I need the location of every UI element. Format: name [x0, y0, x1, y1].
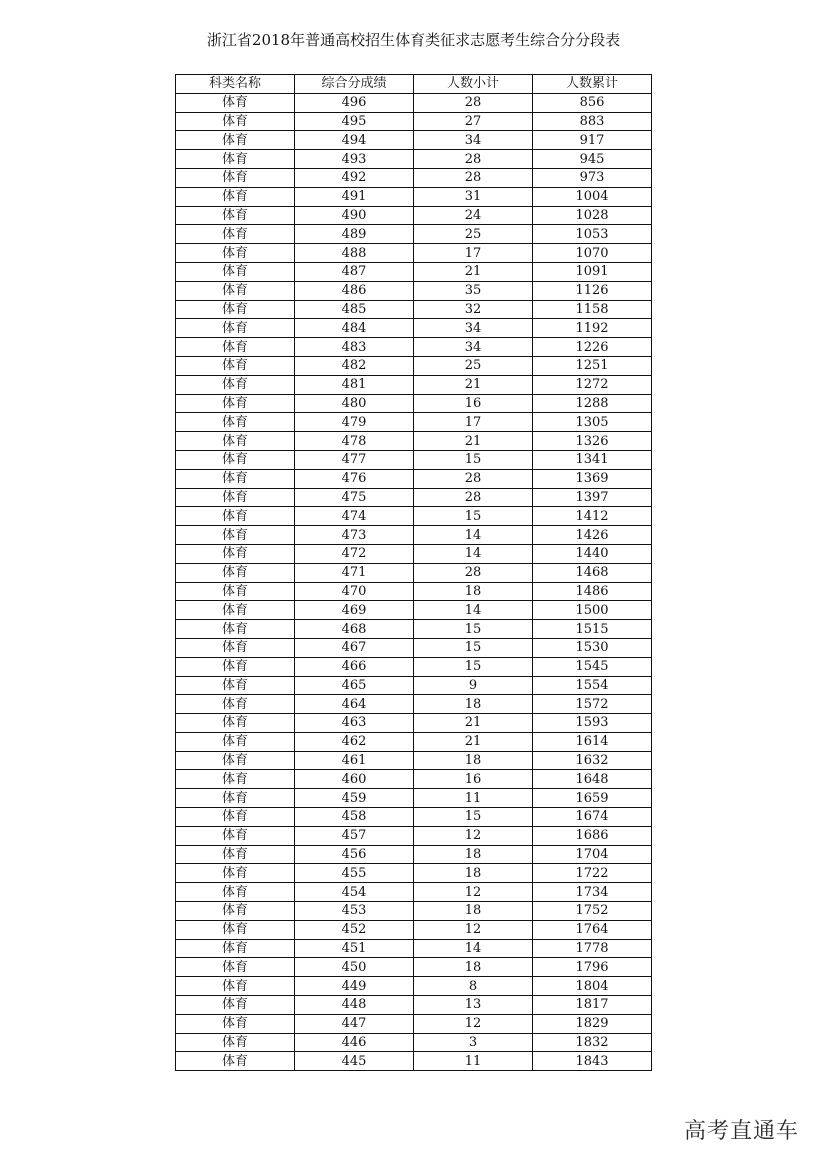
- table-row: [176, 413, 652, 432]
- cell-count: 25: [414, 356, 533, 375]
- cell-cumulative: 1796: [533, 958, 652, 977]
- cell-score: 468: [295, 620, 414, 639]
- cell-count: 15: [414, 657, 533, 676]
- table-row: [176, 939, 652, 958]
- cell-score: 452: [295, 920, 414, 939]
- cell-count: 8: [414, 977, 533, 996]
- cell-count: 18: [414, 695, 533, 714]
- cell-cumulative: 945: [533, 150, 652, 169]
- cell-cumulative: 1659: [533, 789, 652, 808]
- cell-score: 478: [295, 432, 414, 451]
- column-header-cumulative: 人数累计: [533, 75, 652, 94]
- cell-cumulative: 1397: [533, 488, 652, 507]
- cell-count: 12: [414, 826, 533, 845]
- table-row: [176, 375, 652, 394]
- table-row: [176, 488, 652, 507]
- watermark-logo: 高考直通车: [683, 1119, 799, 1144]
- table-row: [176, 262, 652, 281]
- cell-count: 14: [414, 601, 533, 620]
- cell-cumulative: 1817: [533, 996, 652, 1015]
- table-row: [176, 244, 652, 263]
- cell-count: 15: [414, 808, 533, 827]
- cell-count: 17: [414, 413, 533, 432]
- table-row: [176, 732, 652, 751]
- cell-cumulative: 1251: [533, 356, 652, 375]
- cell-category: 体育: [176, 883, 295, 902]
- cell-score: 471: [295, 563, 414, 582]
- cell-count: 11: [414, 1052, 533, 1071]
- cell-count: 15: [414, 450, 533, 469]
- cell-cumulative: 1053: [533, 225, 652, 244]
- cell-cumulative: 1070: [533, 244, 652, 263]
- cell-score: 483: [295, 338, 414, 357]
- cell-count: 21: [414, 432, 533, 451]
- cell-category: 体育: [176, 864, 295, 883]
- cell-cumulative: 1468: [533, 563, 652, 582]
- cell-count: 14: [414, 544, 533, 563]
- cell-count: 18: [414, 751, 533, 770]
- table-row: [176, 977, 652, 996]
- table-row: [176, 225, 652, 244]
- table-row: [176, 695, 652, 714]
- cell-cumulative: 1832: [533, 1033, 652, 1052]
- cell-category: 体育: [176, 469, 295, 488]
- cell-cumulative: 1440: [533, 544, 652, 563]
- cell-cumulative: 1530: [533, 638, 652, 657]
- cell-score: 463: [295, 714, 414, 733]
- cell-score: 462: [295, 732, 414, 751]
- table-row: [176, 319, 652, 338]
- cell-count: 35: [414, 281, 533, 300]
- cell-category: 体育: [176, 1052, 295, 1071]
- cell-score: 475: [295, 488, 414, 507]
- table-row: [176, 187, 652, 206]
- cell-count: 21: [414, 375, 533, 394]
- cell-count: 18: [414, 902, 533, 921]
- cell-cumulative: 1686: [533, 826, 652, 845]
- cell-score: 469: [295, 601, 414, 620]
- cell-score: 464: [295, 695, 414, 714]
- cell-score: 485: [295, 300, 414, 319]
- cell-category: 体育: [176, 920, 295, 939]
- page-title: 浙江省2018年普通高校招生体育类征求志愿考生综合分分段表: [206, 31, 621, 49]
- cell-count: 25: [414, 225, 533, 244]
- table-row: [176, 864, 652, 883]
- cell-score: 492: [295, 168, 414, 187]
- cell-category: 体育: [176, 488, 295, 507]
- cell-count: 12: [414, 883, 533, 902]
- cell-category: 体育: [176, 168, 295, 187]
- cell-category: 体育: [176, 281, 295, 300]
- cell-count: 15: [414, 507, 533, 526]
- cell-cumulative: 1426: [533, 526, 652, 545]
- cell-score: 480: [295, 394, 414, 413]
- cell-cumulative: 856: [533, 93, 652, 112]
- table-row: [176, 150, 652, 169]
- column-header-score: 综合分成绩: [295, 75, 414, 94]
- cell-score: 465: [295, 676, 414, 695]
- cell-category: 体育: [176, 902, 295, 921]
- cell-category: 体育: [176, 695, 295, 714]
- column-header-category: 科类名称: [176, 75, 295, 94]
- cell-category: 体育: [176, 526, 295, 545]
- cell-score: 474: [295, 507, 414, 526]
- cell-count: 21: [414, 262, 533, 281]
- table-row: [176, 601, 652, 620]
- cell-category: 体育: [176, 601, 295, 620]
- cell-category: 体育: [176, 977, 295, 996]
- cell-category: 体育: [176, 93, 295, 112]
- cell-category: 体育: [176, 732, 295, 751]
- cell-score: 481: [295, 375, 414, 394]
- cell-category: 体育: [176, 789, 295, 808]
- cell-score: 455: [295, 864, 414, 883]
- cell-count: 13: [414, 996, 533, 1015]
- table-row: [176, 450, 652, 469]
- table-row: [176, 676, 652, 695]
- cell-score: 482: [295, 356, 414, 375]
- cell-category: 体育: [176, 507, 295, 526]
- table-row: [176, 826, 652, 845]
- table-row: [176, 394, 652, 413]
- cell-count: 17: [414, 244, 533, 263]
- cell-cumulative: 1126: [533, 281, 652, 300]
- cell-cumulative: 1704: [533, 845, 652, 864]
- cell-cumulative: 1500: [533, 601, 652, 620]
- table-row: [176, 638, 652, 657]
- table-row: [176, 469, 652, 488]
- cell-category: 体育: [176, 413, 295, 432]
- cell-count: 18: [414, 845, 533, 864]
- cell-count: 28: [414, 168, 533, 187]
- cell-score: 470: [295, 582, 414, 601]
- table-row: [176, 996, 652, 1015]
- table-row: [176, 920, 652, 939]
- table-row: [176, 112, 652, 131]
- cell-count: 12: [414, 920, 533, 939]
- cell-category: 体育: [176, 187, 295, 206]
- cell-count: 28: [414, 488, 533, 507]
- cell-cumulative: 917: [533, 131, 652, 150]
- cell-score: 451: [295, 939, 414, 958]
- cell-category: 体育: [176, 676, 295, 695]
- cell-cumulative: 1722: [533, 864, 652, 883]
- cell-category: 体育: [176, 939, 295, 958]
- cell-category: 体育: [176, 1014, 295, 1033]
- cell-cumulative: 1004: [533, 187, 652, 206]
- table-row: [176, 883, 652, 902]
- cell-category: 体育: [176, 225, 295, 244]
- cell-count: 21: [414, 714, 533, 733]
- cell-score: 491: [295, 187, 414, 206]
- cell-category: 体育: [176, 150, 295, 169]
- cell-count: 24: [414, 206, 533, 225]
- cell-score: 458: [295, 808, 414, 827]
- table-row: [176, 1052, 652, 1071]
- cell-cumulative: 1028: [533, 206, 652, 225]
- cell-count: 32: [414, 300, 533, 319]
- cell-score: 476: [295, 469, 414, 488]
- cell-count: 18: [414, 582, 533, 601]
- cell-category: 体育: [176, 338, 295, 357]
- table-row: [176, 770, 652, 789]
- cell-score: 446: [295, 1033, 414, 1052]
- cell-cumulative: 1804: [533, 977, 652, 996]
- cell-cumulative: 1843: [533, 1052, 652, 1071]
- table-row: [176, 1014, 652, 1033]
- cell-cumulative: 1778: [533, 939, 652, 958]
- cell-score: 450: [295, 958, 414, 977]
- cell-cumulative: 1545: [533, 657, 652, 676]
- table-row: [176, 131, 652, 150]
- cell-score: 494: [295, 131, 414, 150]
- table-row: [176, 1033, 652, 1052]
- table-row: [176, 281, 652, 300]
- cell-count: 3: [414, 1033, 533, 1052]
- cell-count: 11: [414, 789, 533, 808]
- cell-category: 体育: [176, 638, 295, 657]
- cell-count: 15: [414, 638, 533, 657]
- cell-category: 体育: [176, 770, 295, 789]
- cell-category: 体育: [176, 244, 295, 263]
- cell-category: 体育: [176, 751, 295, 770]
- table-row: [176, 789, 652, 808]
- cell-cumulative: 1554: [533, 676, 652, 695]
- cell-cumulative: 1764: [533, 920, 652, 939]
- cell-count: 21: [414, 732, 533, 751]
- cell-cumulative: 1272: [533, 375, 652, 394]
- cell-cumulative: 1326: [533, 432, 652, 451]
- cell-score: 466: [295, 657, 414, 676]
- cell-score: 448: [295, 996, 414, 1015]
- cell-count: 27: [414, 112, 533, 131]
- cell-score: 472: [295, 544, 414, 563]
- cell-category: 体育: [176, 1033, 295, 1052]
- cell-cumulative: 1829: [533, 1014, 652, 1033]
- cell-score: 467: [295, 638, 414, 657]
- cell-count: 28: [414, 150, 533, 169]
- cell-score: 487: [295, 262, 414, 281]
- cell-count: 15: [414, 620, 533, 639]
- cell-cumulative: 1305: [533, 413, 652, 432]
- table-row: [176, 544, 652, 563]
- table-row: [176, 432, 652, 451]
- cell-score: 461: [295, 751, 414, 770]
- cell-category: 体育: [176, 375, 295, 394]
- cell-cumulative: 973: [533, 168, 652, 187]
- cell-cumulative: 1158: [533, 300, 652, 319]
- cell-count: 18: [414, 864, 533, 883]
- cell-count: 31: [414, 187, 533, 206]
- cell-category: 体育: [176, 620, 295, 639]
- cell-category: 体育: [176, 112, 295, 131]
- table-row: [176, 620, 652, 639]
- table-header-row: [176, 75, 652, 94]
- cell-category: 体育: [176, 300, 295, 319]
- column-header-count: 人数小计: [414, 75, 533, 94]
- cell-category: 体育: [176, 356, 295, 375]
- cell-count: 28: [414, 93, 533, 112]
- cell-score: 495: [295, 112, 414, 131]
- score-distribution-table: [175, 74, 652, 1071]
- table-row: [176, 93, 652, 112]
- cell-score: 445: [295, 1052, 414, 1071]
- cell-category: 体育: [176, 432, 295, 451]
- cell-score: 490: [295, 206, 414, 225]
- cell-score: 447: [295, 1014, 414, 1033]
- table-row: [176, 657, 652, 676]
- cell-cumulative: 1192: [533, 319, 652, 338]
- cell-count: 34: [414, 319, 533, 338]
- cell-score: 477: [295, 450, 414, 469]
- cell-category: 体育: [176, 450, 295, 469]
- cell-category: 体育: [176, 563, 295, 582]
- table-row: [176, 338, 652, 357]
- table-row: [176, 714, 652, 733]
- cell-count: 12: [414, 1014, 533, 1033]
- table-row: [176, 751, 652, 770]
- cell-score: 457: [295, 826, 414, 845]
- table-row: [176, 168, 652, 187]
- table-row: [176, 526, 652, 545]
- cell-count: 28: [414, 469, 533, 488]
- cell-cumulative: 1412: [533, 507, 652, 526]
- cell-cumulative: 1674: [533, 808, 652, 827]
- cell-cumulative: 1734: [533, 883, 652, 902]
- cell-cumulative: 1369: [533, 469, 652, 488]
- cell-score: 473: [295, 526, 414, 545]
- cell-count: 14: [414, 939, 533, 958]
- cell-score: 496: [295, 93, 414, 112]
- cell-score: 453: [295, 902, 414, 921]
- table-row: [176, 582, 652, 601]
- table-row: [176, 300, 652, 319]
- cell-count: 34: [414, 131, 533, 150]
- cell-category: 体育: [176, 544, 295, 563]
- cell-category: 体育: [176, 657, 295, 676]
- cell-score: 493: [295, 150, 414, 169]
- cell-cumulative: 1572: [533, 695, 652, 714]
- cell-score: 489: [295, 225, 414, 244]
- cell-category: 体育: [176, 319, 295, 338]
- table-row: [176, 507, 652, 526]
- cell-count: 34: [414, 338, 533, 357]
- cell-category: 体育: [176, 958, 295, 977]
- cell-score: 488: [295, 244, 414, 263]
- cell-score: 479: [295, 413, 414, 432]
- cell-count: 28: [414, 563, 533, 582]
- cell-cumulative: 1648: [533, 770, 652, 789]
- table-row: [176, 902, 652, 921]
- table-row: [176, 845, 652, 864]
- cell-score: 456: [295, 845, 414, 864]
- cell-score: 484: [295, 319, 414, 338]
- table-row: [176, 958, 652, 977]
- cell-category: 体育: [176, 996, 295, 1015]
- cell-count: 14: [414, 526, 533, 545]
- cell-score: 460: [295, 770, 414, 789]
- cell-cumulative: 1486: [533, 582, 652, 601]
- cell-score: 459: [295, 789, 414, 808]
- cell-cumulative: 1614: [533, 732, 652, 751]
- cell-score: 486: [295, 281, 414, 300]
- cell-score: 454: [295, 883, 414, 902]
- cell-category: 体育: [176, 262, 295, 281]
- cell-category: 体育: [176, 206, 295, 225]
- table-body: [176, 93, 652, 1070]
- cell-cumulative: 1752: [533, 902, 652, 921]
- cell-score: 449: [295, 977, 414, 996]
- cell-category: 体育: [176, 826, 295, 845]
- cell-cumulative: 1632: [533, 751, 652, 770]
- cell-cumulative: 1288: [533, 394, 652, 413]
- table-row: [176, 206, 652, 225]
- cell-count: 18: [414, 958, 533, 977]
- cell-cumulative: 1515: [533, 620, 652, 639]
- cell-count: 16: [414, 770, 533, 789]
- table-row: [176, 563, 652, 582]
- table-row: [176, 356, 652, 375]
- cell-category: 体育: [176, 808, 295, 827]
- cell-category: 体育: [176, 394, 295, 413]
- cell-cumulative: 883: [533, 112, 652, 131]
- cell-count: 9: [414, 676, 533, 695]
- cell-cumulative: 1341: [533, 450, 652, 469]
- cell-cumulative: 1091: [533, 262, 652, 281]
- cell-category: 体育: [176, 582, 295, 601]
- cell-category: 体育: [176, 131, 295, 150]
- cell-count: 16: [414, 394, 533, 413]
- cell-cumulative: 1593: [533, 714, 652, 733]
- table-row: [176, 808, 652, 827]
- cell-category: 体育: [176, 714, 295, 733]
- cell-category: 体育: [176, 845, 295, 864]
- cell-cumulative: 1226: [533, 338, 652, 357]
